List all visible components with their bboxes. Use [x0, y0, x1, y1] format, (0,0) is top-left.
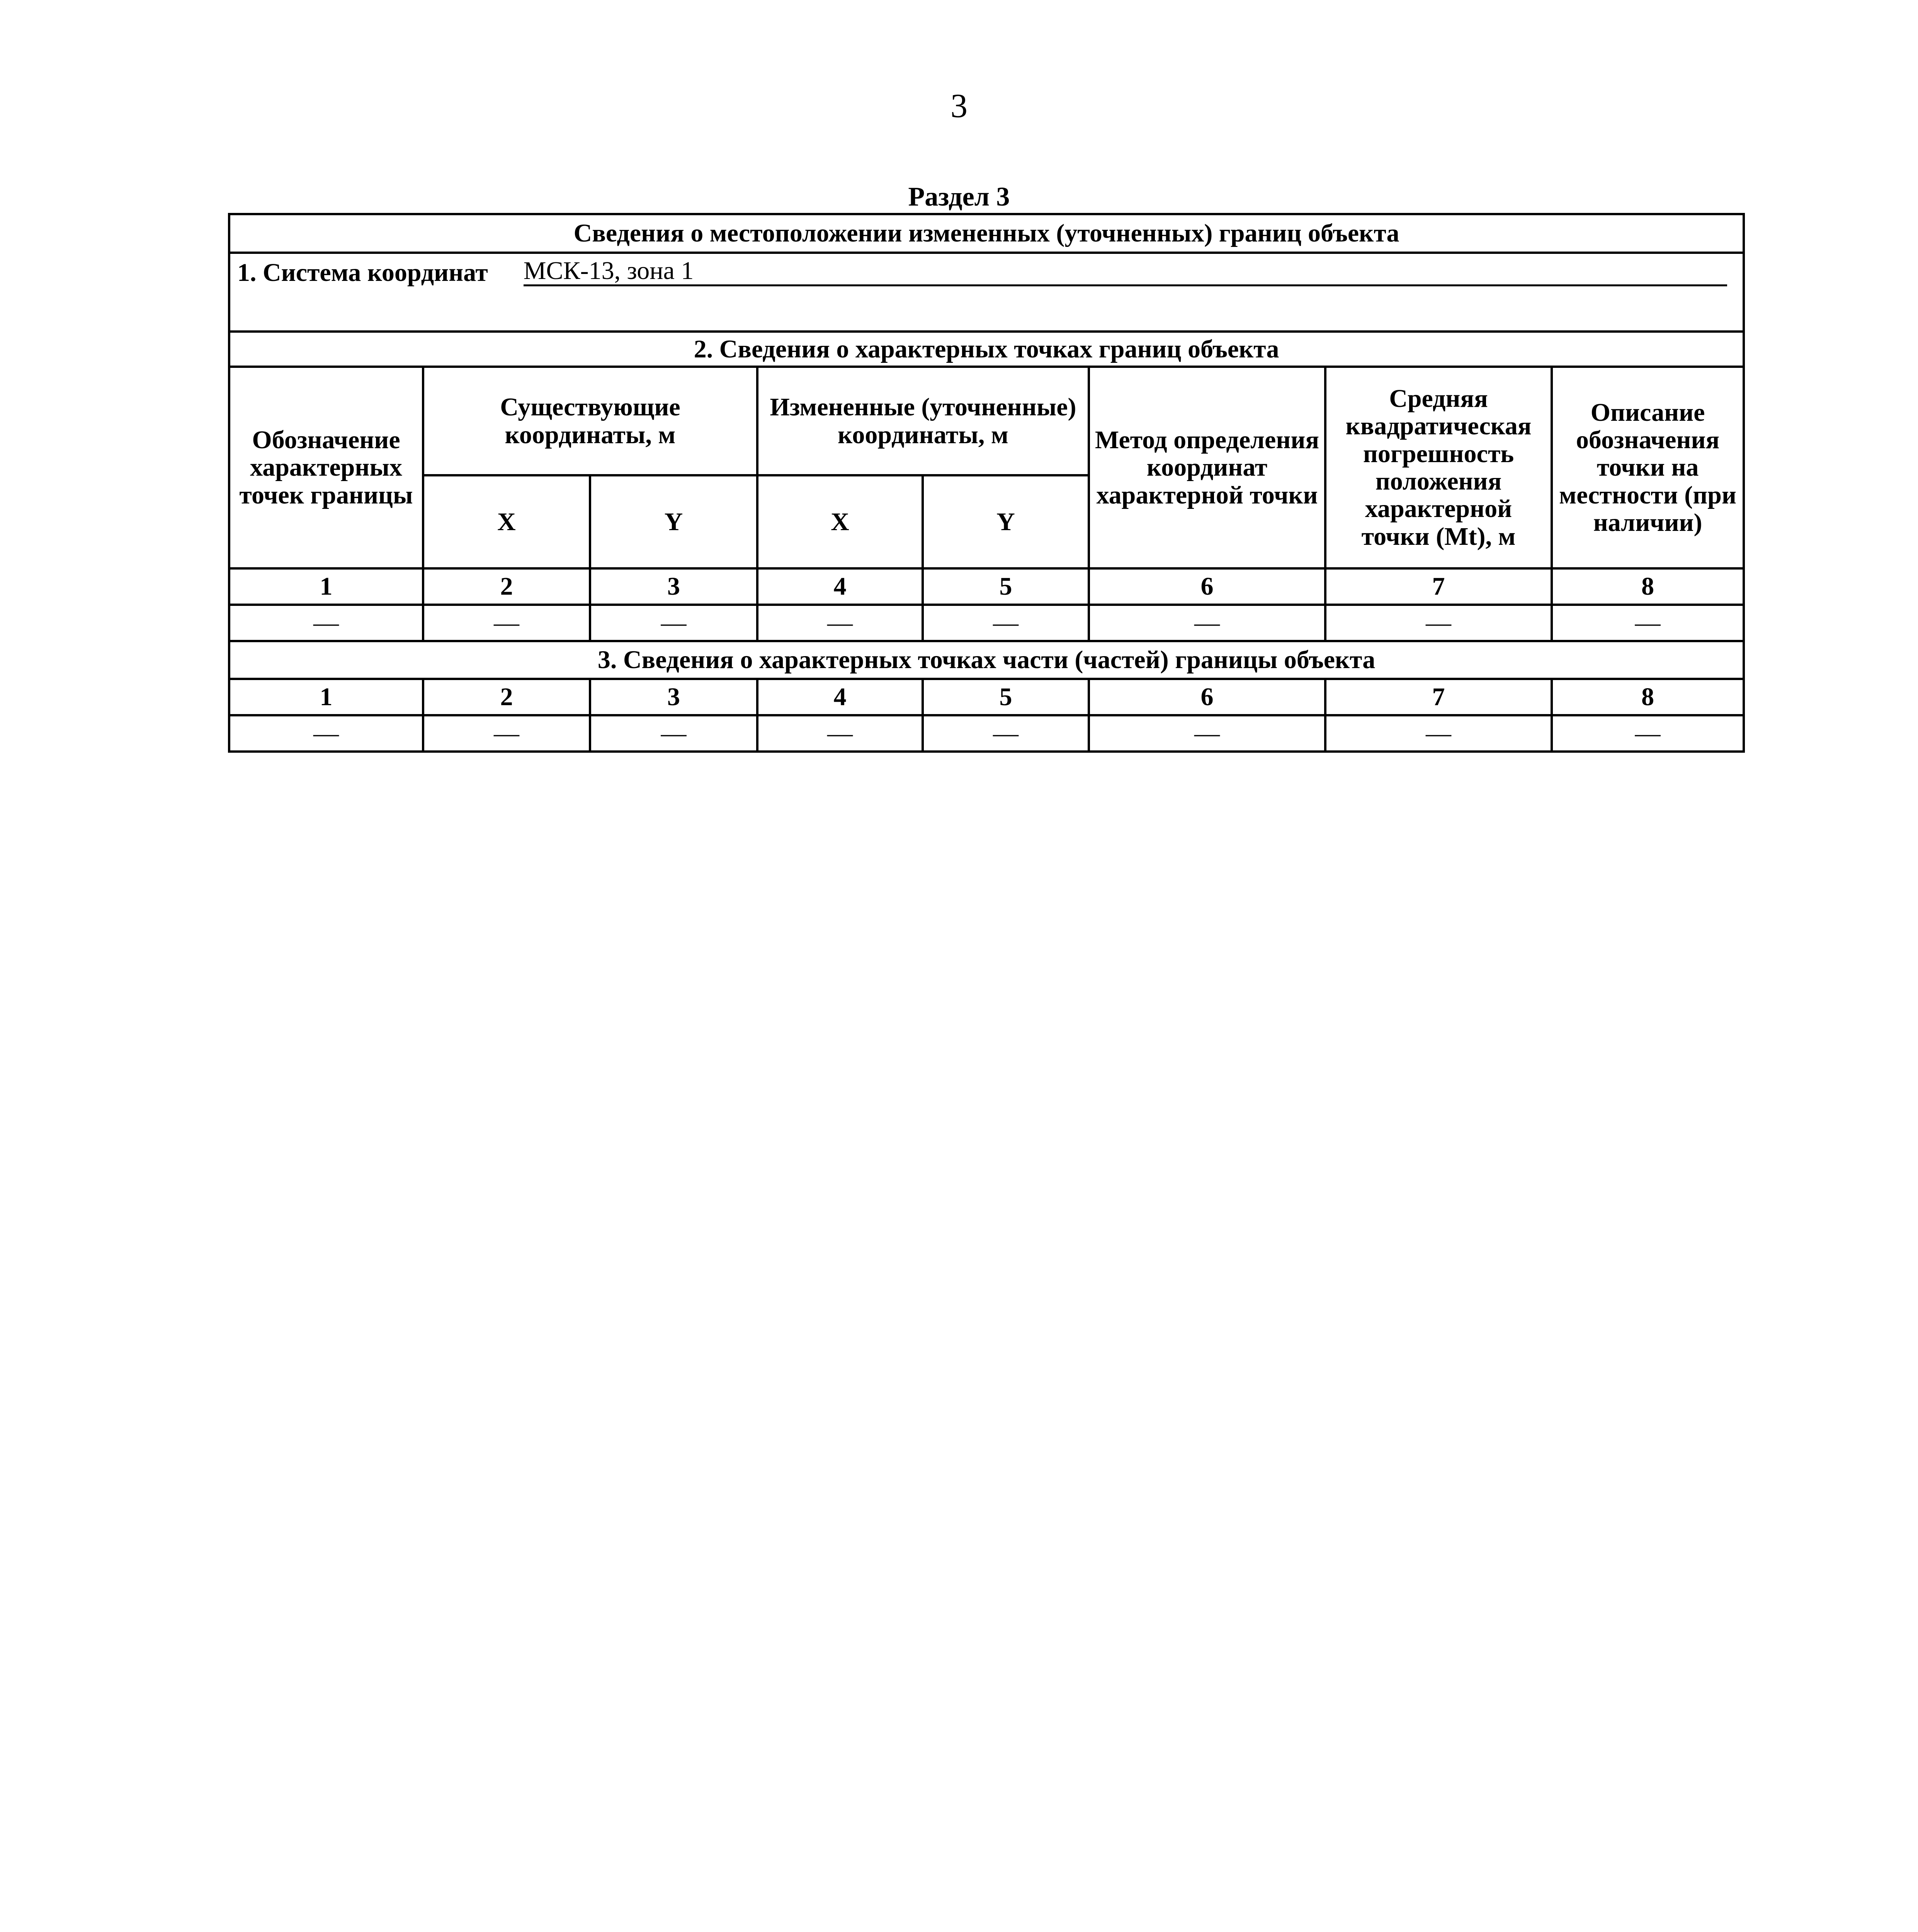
column-number: 4	[757, 568, 923, 605]
parts-table-row	[229, 715, 1744, 752]
column-number: 8	[1552, 568, 1744, 605]
column-number-row	[229, 568, 1744, 605]
col-header-designation: Обозначение характерных точек границы	[229, 367, 423, 568]
table-cell: —	[229, 605, 423, 641]
table-cell: —	[923, 605, 1089, 641]
col-header-existing: Существующие координаты, м	[423, 367, 757, 475]
parts-heading: 3. Сведения о характерных точках части (частей) границы объекта	[229, 641, 1744, 679]
table-cell: —	[590, 715, 757, 752]
table-cell: —	[923, 715, 1089, 752]
table-cell: —	[1325, 605, 1552, 641]
coordinate-system-label: 1. Система координат	[237, 259, 488, 287]
table-heading: Сведения о местоположении измененных (уточненных) границ объекта	[229, 214, 1744, 253]
column-number: 7	[1325, 568, 1552, 605]
column-number: 6	[1089, 679, 1325, 715]
column-number: 3	[590, 568, 757, 605]
points-heading: 2. Сведения о характерных точках границ объекта	[229, 332, 1744, 367]
column-number: 5	[923, 568, 1089, 605]
table-cell: —	[757, 605, 923, 641]
table-cell: —	[423, 605, 590, 641]
parts-column-number-row	[229, 679, 1744, 715]
coordinate-system-cell	[229, 253, 1744, 332]
table-cell: —	[423, 715, 590, 752]
column-number: 6	[1089, 568, 1325, 605]
coordinate-system-line	[237, 257, 1727, 286]
page-number: 3	[950, 87, 968, 125]
column-number: 7	[1325, 679, 1552, 715]
column-number: 4	[757, 679, 923, 715]
col-header-changed-y: Y	[923, 475, 1089, 568]
col-header-changed-x: X	[757, 475, 923, 568]
points-table-row	[229, 605, 1744, 641]
table-cell: —	[1552, 605, 1744, 641]
coordinate-system-value: МСК-13, зона 1	[524, 257, 1727, 286]
column-number: 3	[590, 679, 757, 715]
column-number: 2	[423, 679, 590, 715]
col-header-description: Описание обозначения точки на местности (при наличии)	[1552, 367, 1744, 568]
table-cell: —	[1089, 605, 1325, 641]
section-title: Раздел 3	[908, 182, 1010, 212]
column-number: 2	[423, 568, 590, 605]
col-header-changed: Измененные (уточненные) координаты, м	[757, 367, 1089, 475]
boundary-table	[228, 213, 1745, 753]
column-number: 1	[229, 568, 423, 605]
table-cell: —	[757, 715, 923, 752]
col-header-error: Средняя квадратическая погрешность положения характерной точки (Mt), м	[1325, 367, 1552, 568]
col-header-existing-x: X	[423, 475, 590, 568]
col-header-existing-y: Y	[590, 475, 757, 568]
table-cell: —	[1552, 715, 1744, 752]
table-cell: —	[590, 605, 757, 641]
table-cell: —	[229, 715, 423, 752]
col-header-method: Метод определения координат характерной точки	[1089, 367, 1325, 568]
table-cell: —	[1089, 715, 1325, 752]
column-number: 5	[923, 679, 1089, 715]
column-number: 8	[1552, 679, 1744, 715]
column-number: 1	[229, 679, 423, 715]
table-cell: —	[1325, 715, 1552, 752]
